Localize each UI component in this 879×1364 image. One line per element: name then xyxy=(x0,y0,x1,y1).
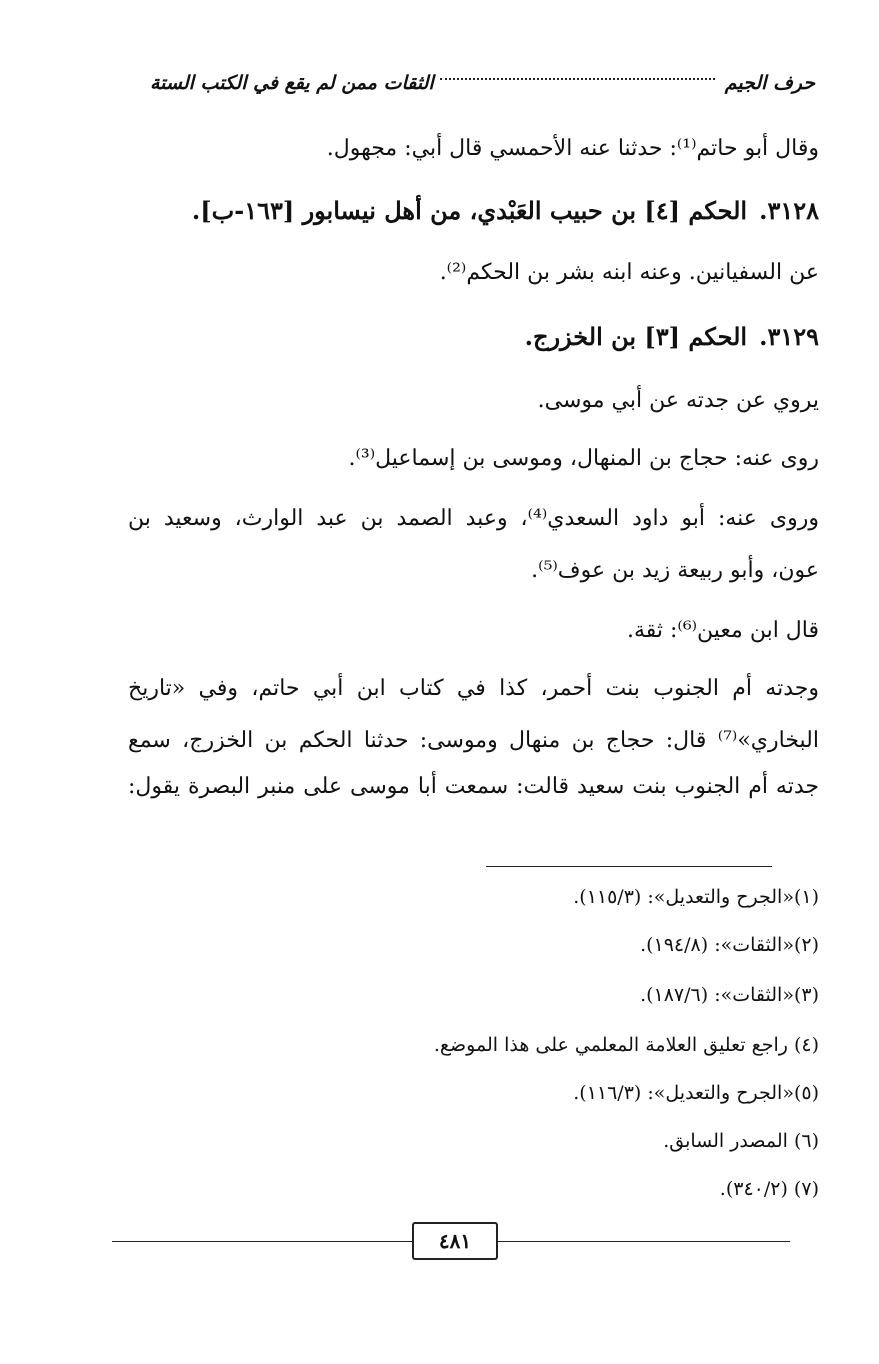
header-chapter: حرف الجيم xyxy=(724,72,815,94)
body-line: روى عنه: حجاج بن المنهال، وموسى بن إسماعيل⁽³⁾. xyxy=(348,446,819,471)
footer-rule-left xyxy=(112,1241,412,1242)
entry-number: ٣١٢٨. xyxy=(759,196,819,225)
entry-title: الحكم [٣] بن الخزرج. xyxy=(524,322,748,351)
entry-title: الحكم [٤] بن حبيب العَبْدي، من أهل نيسابور [١٦٣-ب]. xyxy=(191,196,748,225)
footer-rule-right xyxy=(498,1241,790,1242)
body-line: وقال أبو حاتم⁽¹⁾: حدثنا عنه الأحمسي قال أبي: مجهول. xyxy=(326,136,819,161)
footnote: (١)«الجرح والتعديل»: (١١٥/٣). xyxy=(573,886,819,908)
body-line: البخاري»⁽⁷⁾ قال: حجاج بن منهال وموسى: حدثنا الحكم بن الخزرج، سمع xyxy=(128,728,819,753)
header-dotted-leader xyxy=(440,78,715,80)
footnote: (٧) (٣٤٠/٢). xyxy=(719,1178,819,1200)
footnote: (٢)«الثقات»: (١٩٤/٨). xyxy=(640,934,819,956)
entry-number: ٣١٢٩. xyxy=(759,322,819,351)
footnote-separator xyxy=(486,866,772,867)
page-number: ٤٨١ xyxy=(412,1222,498,1260)
body-line: جدته أم الجنوب بنت سعيد قالت: سمعت أبا موسى على منبر البصرة يقول: xyxy=(128,774,819,799)
footnote: (٦) المصدر السابق. xyxy=(663,1130,819,1152)
entry-heading-3129 xyxy=(525,322,819,351)
footnote: (٤) راجع تعليق العلامة المعلمي على هذا الموضع. xyxy=(433,1034,819,1056)
footnote: (٣)«الثقات»: (١٨٧/٦). xyxy=(640,984,819,1006)
body-line: وجدته أم الجنوب بنت أحمر، كذا في كتاب ابن أبي حاتم، وفي «تاريخ xyxy=(128,676,819,701)
body-line: عن السفيانين. وعنه ابنه بشر بن الحكم⁽²⁾. xyxy=(439,260,819,285)
body-line: قال ابن معين⁽⁶⁾: ثقة. xyxy=(626,618,819,643)
entry-heading-3128 xyxy=(192,196,819,225)
footnote: (٥)«الجرح والتعديل»: (١١٦/٣). xyxy=(573,1082,819,1104)
header-book-title: الثقات ممن لم يقع في الكتب الستة xyxy=(150,72,434,94)
body-line: وروى عنه: أبو داود السعدي⁽⁴⁾، وعبد الصمد بن عبد الوارث، وسعيد بن xyxy=(128,506,819,531)
running-header xyxy=(150,68,815,102)
body-line: يروي عن جدته عن أبي موسى. xyxy=(537,388,819,413)
body-line: عون، وأبو ربيعة زيد بن عوف⁽⁵⁾. xyxy=(531,558,819,583)
